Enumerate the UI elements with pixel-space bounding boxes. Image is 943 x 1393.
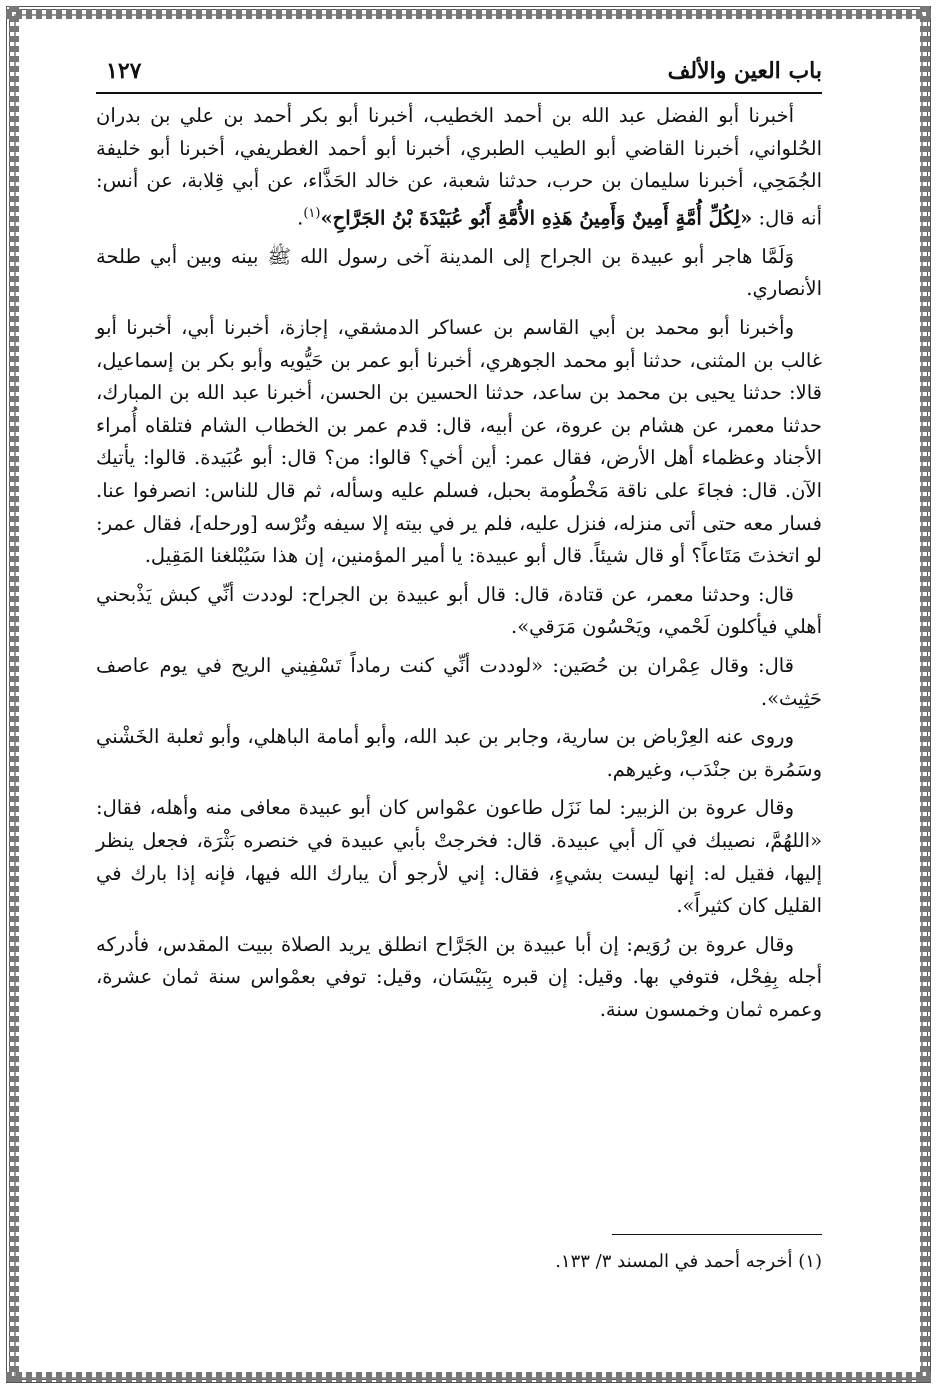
body-text — [96, 100, 822, 1027]
ornament-border-top — [6, 9, 931, 19]
paragraph: وروى عنه العِرْباض بن سارية، وجابر بن عبد الله، وأبو أمامة الباهلي، وأبو ثعلبة الخَشْني وسَمُرة بن جنْدَب، وغيرهم. — [96, 725, 822, 781]
paragraph: قال: وحدثنا معمر، عن قتادة، قال: قال أبو عبيدة بن الجراح: لوددت أنِّي كبش يَذْبحني أهلي فيأكلون لَحْمي، ويَحْسُون مَرَقي». — [96, 582, 822, 639]
page-content — [96, 58, 822, 1328]
running-title: باب العين والألف — [667, 58, 822, 84]
ornament-border-right — [920, 6, 930, 1383]
footnote-divider — [612, 1234, 822, 1235]
footnote: (١) أخرجه أحمد في المسند ٣/ ١٣٣. — [555, 1251, 822, 1272]
ornament-border-bottom — [6, 1372, 931, 1382]
paragraph-text: أخبرنا أبو الفضل عبد الله بن أحمد الخطيب، أخبرنا أبو بكر أحمد بن علي بن بدران الحُلواني، أخبرنا القاضي أبو الطيب الطبري، أخبرنا أبو أحمد الغطريفي، أخبرنا أبو خليفة الجُمَحِي، أخبرنا سليمان بن حرب، حدثنا شعبة، عن خالد الحَذَّاء، عن أبي قِلابة، عن أنس: أنه قال: — [96, 104, 822, 230]
paragraph-end: . — [297, 206, 304, 230]
paragraph: وَلَمَّا هاجر أبو عبيدة بن الجراح إلى المدينة آخى رسول الله ﷺ بينه وبين أبي طلحة الأنصاري. — [96, 244, 822, 301]
hadith-quote: «لِكُلِّ أُمَّةٍ أَمِينٌ وَأَمِينُ هَذِهِ الأُمَّةِ أَبُو عُبَيْدَةَ بْنُ الجَرَّاحِ» — [320, 206, 753, 230]
ornament-border-left — [9, 6, 19, 1383]
paragraph: وقال عروة بن رُوَيم: إن أبا عبيدة بن الجَرَّاح انطلق يريد الصلاة ببيت المقدس، فأدركه أجله بِفِحْل، فتوفي بها. وقيل: إن قبره بِبَيْسَان، وقيل: توفي بعمْواس سنة ثمان عشرة، وعمره ثمان وخمسون سنة. — [96, 932, 822, 1021]
page-header — [96, 58, 822, 94]
page-number: ١٢٧ — [106, 58, 142, 84]
paragraph: قال: وقال عِمْران بن حُصَين: «لوددت أنِّي كنت رماداً تَسْفِيني الريح في يوم عاصف حَثِيث». — [96, 654, 822, 710]
footnote-reference[interactable]: (١) — [303, 205, 321, 221]
paragraph: وقال عروة بن الزبير: لما نَزَل طاعون عمْواس كان أبو عبيدة معافى منه وأهله، فقال: «اللهُمَّ، نصيبك في آل أبي عبيدة. قال: فخرجتْ بأبي عبيدة في خنصره بَثْرَة، فجعل ينظر إليها، فقيل له: إنها ليست بشيءٍ، فقال: إني لأرجو أن يبارك الله فيها، فإنه إذا بارك في القليل كان كثيراً». — [96, 796, 822, 918]
paragraph: وأخبرنا أبو محمد بن أبي القاسم بن عساكر الدمشقي، إجازة، أخبرنا أبي، أخبرنا أبو غالب بن المثنى، حدثنا أبو محمد الجوهري، أخبرنا أبو عمر بن حَيُّويه وأبو بكر بن إسماعيل، قالا: حدثنا يحيى بن محمد بن ساعد، حدثنا الحسين بن الحسن، أخبرنا عبد الله بن المبارك، حدثنا معمر، عن هشام بن عروة، عن أبيه، قال: قدم عمر بن الخطاب الشام فتلقاه أُمراء الأجناد وعظماء أهل الأرض، فقال عمر: أين أخي؟ قالوا: من؟ قال: أبو عُبَيدة. قالوا: يأتيك الآن. قال: فجاءَ على ناقة مَخْطُومة بحبل، فسلم عليه وسأله، ثم قال للناس: انصرفوا عنا. فسار معه حتى أتى منزله، فنزل عليه، فلم ير في بيته إلا سيفه وتُرْسه [ورحله]، فقال عمر: لو اتخذتَ مَتَاعاً؟ أو قال شيئاً. قال أبو عبيدة: يا أمير المؤمنين، إن هذا سَيُبْلغنا المَقِيل. — [96, 316, 822, 568]
paragraph — [96, 100, 822, 235]
